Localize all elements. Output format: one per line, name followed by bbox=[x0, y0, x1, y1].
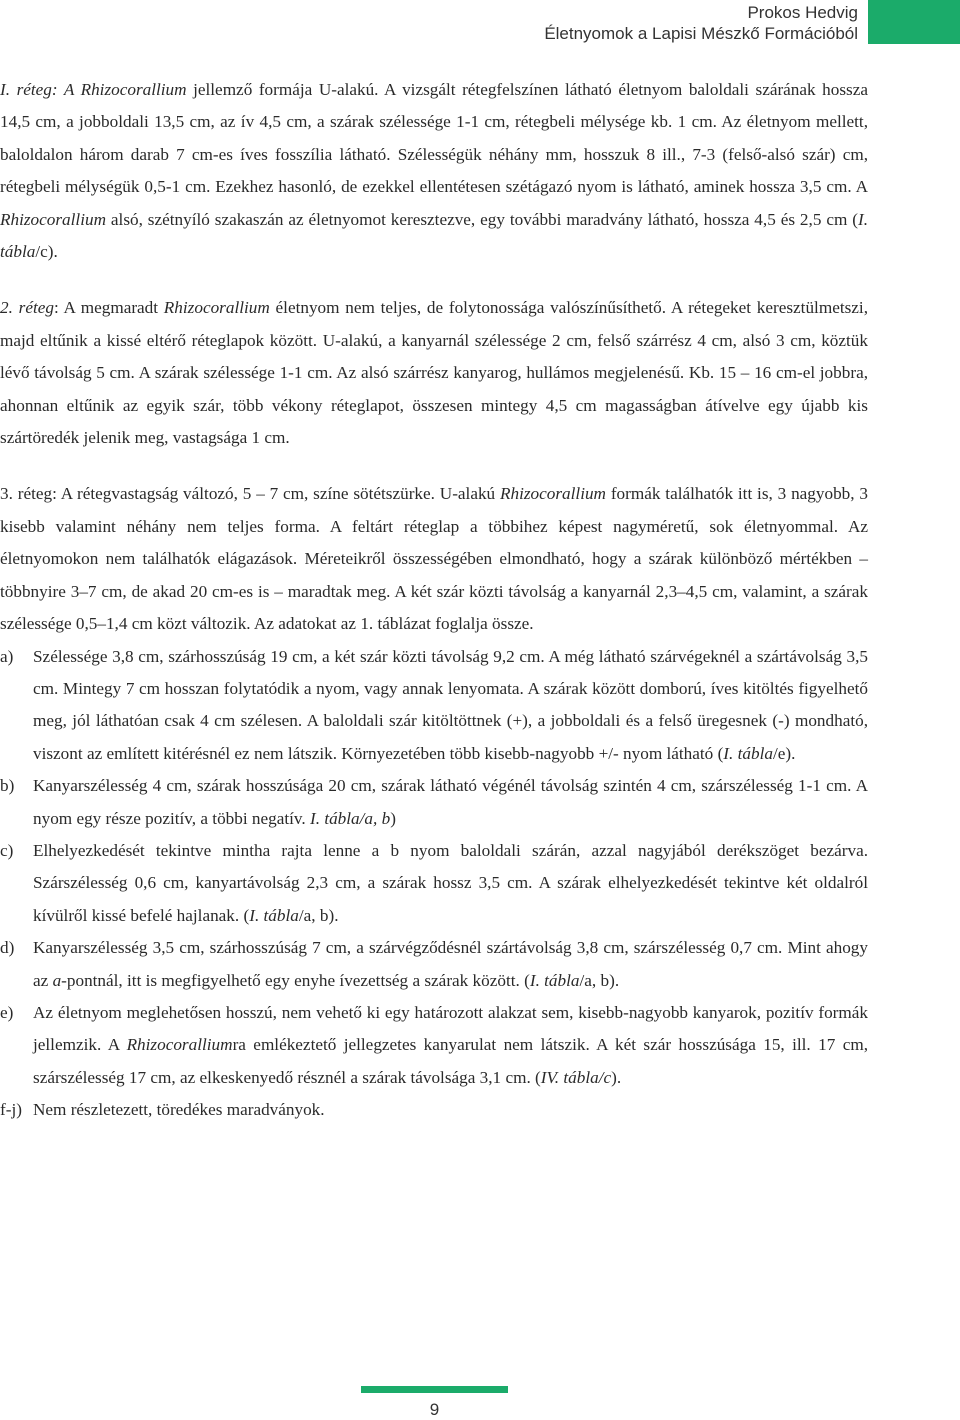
genus-name: Rhizocorallium bbox=[499, 484, 606, 504]
paragraph-layer-1: I. réteg: A Rhizocorallium jellemző formája U-alakú. A vizsgált rétegfelszínen látható életnyom baloldali szárának hossza 14,5 cm, a jobboldali 13,5 cm, az ív 4,5 cm, a szárak szélessége 1-1 cm, rétegbeli mélysége kb. 1 cm. Az életnyom mellett, baloldalon három darab 7 cm-es íves fosszília látható. Szélességük néhány mm, hosszuk 8 ill., 7-3 (felső-alsó szár) cm, rétegbeli mélységük 0,5-1 cm. Ezekhez hasonló, de ezekkel ellentétesen szétágazó nyom is látható, aminek hossza 3,5 cm. A Rhizocorallium alsó, szétnyíló szakaszán az életnyomot keresztezve, egy további maradvány látható, hossza 4,5 és 2,5 cm (I. tábla/c). bbox=[0, 80, 868, 262]
page-number: 9 bbox=[429, 1400, 440, 1419]
list-item-a: a) Szélessége 3,8 cm, szárhosszúság 19 cm, a két szár közti távolság 9,2 cm. A még látható szárvégeknél a szártávolság 3,5 cm. Mintegy 7 cm hosszan folytatódik a nyom, vagy annak lenyomata. A szárak között domború, íves kitöltés figyelhető meg, jól láthatóan csak 4 cm szélesen. A baloldali szár kitöltöttnek (+), a jobboldali és a felső üregesnek (-) mondható, viszont az említett kitérésnél ez nem látszik. Környezetében több kisebb-nagyobb +/- nyom látható (I. tábla/e). bbox=[0, 641, 868, 771]
plate-reference: I. tábla bbox=[0, 209, 868, 262]
page-body bbox=[0, 74, 868, 1127]
layer-2-heading: 2. réteg bbox=[0, 298, 54, 318]
plate-reference: I. tábla/a, b bbox=[310, 808, 391, 828]
paragraph-layer-3: 3. réteg: A rétegvastagság változó, 5 – 7 cm, színe sötétszürke. U-alakú Rhizocorallium formák találhatók itt is, 3 nagyobb, 3 kisebb valamint néhány nem teljes forma. A feltárt réteglap a többihez képest nagyméretű, sok életnyommal. Az életnyomokon nem találhatók elágazások. Méreteikről összességében elmondható, hogy a szárak különböző mértékben – többnyire 3–7 cm, de akad 20 cm-es is – maradtak meg. A két szár közti távolság a kanyarnál 2,3–4,5 cm, valamint, a szárak szélessége 0,5–1,4 cm közt változik. Az adatokat az 1. táblázat foglalja össze. bbox=[0, 484, 868, 634]
list-label: f-j) bbox=[0, 1100, 22, 1120]
genus-name: Rhizocorallium bbox=[0, 209, 106, 229]
layer-1-heading: I. réteg: A Rhizocorallium bbox=[0, 80, 187, 99]
list-label: c) bbox=[0, 840, 14, 860]
plate-reference: I. tábla bbox=[723, 743, 773, 763]
list-item-d: d) Kanyarszélesség 3,5 cm, szárhosszúság 7 cm, a szárvégződésnél szártávolság 3,8 cm, szárszélesség 0,7 cm. Mint ahogy az a-pontnál, itt is megfigyelhető egy enyhe ívezettség a szárak között. (I. tábla/a, b). bbox=[0, 932, 868, 997]
list-item-f-j: f-j) Nem részletezett, töredékes maradványok. bbox=[0, 1094, 868, 1126]
list-item-b: b) Kanyarszélesség 4 cm, szárak hosszúsága 20 cm, szárak látható végénél távolság szintén 4 cm, szárszélesség 1-1 cm. A nyom egy része pozitív, a többi negatív. I. tábla/a, b) bbox=[0, 770, 868, 835]
point-reference: a bbox=[52, 970, 62, 990]
footer-accent-bar bbox=[361, 1386, 508, 1393]
header-title: Életnyomok a Lapisi Mészkő Formációból bbox=[544, 24, 858, 43]
header-accent-block bbox=[868, 0, 960, 44]
list-item-e: e) Az életnyom meglehetősen hosszú, nem vehető ki egy határozott alakzat sem, kisebb-nagyobb kanyarok, pozitív formák jellemzik. A Rhizocoralliumra emlékeztető jellegzetes kanyarulat nem látszik. A két szár hosszúsága 15, ill. 17 cm, szárszélesség 17 cm, az elkeskenyedő résznél a szárak távolsága 3,1 cm. (IV. tábla/c). bbox=[0, 997, 868, 1094]
list-label: b) bbox=[0, 776, 15, 796]
plate-reference: I. tábla bbox=[249, 905, 299, 925]
plate-reference: IV. tábla/c bbox=[540, 1067, 612, 1087]
page-header bbox=[0, 0, 960, 44]
list-item-c: c) Elhelyezkedését tekintve mintha rajta lenne a b nyom baloldali szárán, azzal nagyjából derékszöget bezárva. Szárszélesség 0,6 cm, kanyartávolság 2,3 cm, a szárak hossz 3,5 cm. A szárak elhelyezkedését tekintve két oldalról kívülről kissé befelé hajlanak. (I. tábla/a, b). bbox=[0, 835, 868, 932]
list-label: d) bbox=[0, 938, 15, 958]
header-author: Prokos Hedvig bbox=[747, 3, 858, 22]
paragraph-layer-2: 2. réteg: A megmaradt Rhizocorallium életnyom nem teljes, de folytonossága valószínűsíthető. A rétegeket keresztülmetszi, majd eltűnik a kissé eltérő réteglapok között. U-alakú, a kanyarnál szélessége 2 cm, felső szárrész 4 cm, alsó 3 cm, köztük lévő távolság 5 cm. A szárak szélessége 1-1 cm. Az alsó szárrész kanyarog, hullámos megjelenésű. Kb. 15 – 16 cm-el jobbra, ahonnan eltűnik az egyik szár, több vékony réteglapot, összesen mintegy 4,5 cm magasságban átívelve egy újabb kis szártöredék jelenik meg, vastagsága 1 cm. bbox=[0, 298, 868, 448]
genus-name: Rhizocorallium bbox=[126, 1035, 233, 1055]
list-label: a) bbox=[0, 646, 14, 666]
plate-reference: I. tábla bbox=[529, 970, 580, 990]
genus-name: Rhizocorallium bbox=[163, 298, 270, 318]
list-label: e) bbox=[0, 1002, 14, 1022]
running-header bbox=[544, 2, 858, 44]
